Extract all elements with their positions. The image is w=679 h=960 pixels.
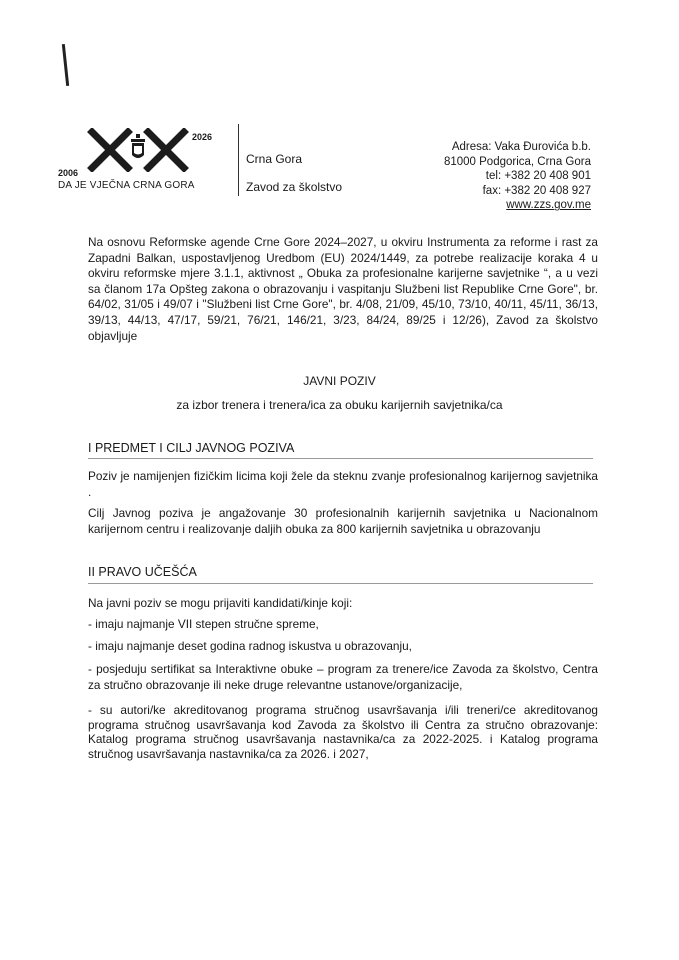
requirement-item: - imaju najmanje deset godina radnog iskustva u obrazovanju, <box>88 639 412 653</box>
intro-paragraph: Na osnovu Reformske agende Crne Gore 2024–2027, u okviru Instrumenta za reforme i rast za Zapadni Balkan, uspostavljenog Uredbom (EU) 2024/1449, za potrebe realizacije koraka 4 u okviru reformske mjere 3.1.1, aktivnost „ Obuka za profesionalne karijerne savjetnike “, a u vezi sa članom 17a Opšteg zakona o obrazovanju i vaspitanju Službeni list Republike Crne Gore", br. 64/02, 31/05 i 49/07 i "Službeni list Crne Gore", br. 4/08, 21/09, 45/10, 73/10, 40/11, 45/11, 36/13, 39/13, 44/13, 47/17, 59/21, 76/21, 146/21, 3/23, 84/24, 89/25 i 12/26), Zavod za školstvo objavljuje <box>88 235 598 343</box>
document-title: JAVNI POZIV <box>303 374 376 388</box>
requirement-item: - imaju najmanje VII stepen stručne spreme, <box>88 617 319 631</box>
xx-coat-of-arms-icon <box>86 128 190 172</box>
handwritten-mark <box>62 44 69 86</box>
org-country: Crna Gora <box>246 152 303 166</box>
address-city: 81000 Podgorica, Crna Gora <box>443 155 591 168</box>
org-institution: Zavod za školstvo <box>246 180 343 194</box>
requirement-item: - su autori/ke akreditovanog programa stručnog usavršavanja i/ili treneri/ce akreditovanog programa stručnog usavršavanja kod Zavoda za školstvo ili Centra za stručno obrazovanje: Katalog programa stručnog usavršavanja nastavnika/ca za 2022-2025. i Katalog programa stručnog usavršavanja nastavnika/ca za 2026. i 2027, <box>88 703 598 761</box>
section1-para2: Cilj Javnog poziva je angažovanje 30 profesionalnih karijernih savjetnika u Nacionalnom karijernom centru i realizovanje daljih obuka za 800 karijernih savjetnika u obrazovanju <box>88 506 598 536</box>
address-tel: tel: +382 20 408 901 <box>485 170 591 183</box>
section2-rule <box>88 583 593 584</box>
logo <box>58 128 238 194</box>
logo-year-end: 2026 <box>192 132 213 142</box>
header-divider <box>238 124 239 196</box>
section2-heading: II PRAVO UČEŠĆA <box>88 565 197 579</box>
address-street: Adresa: Vaka Đurovića b.b. <box>451 141 591 153</box>
logo-year-start: 2006 <box>58 168 79 178</box>
document-subtitle: za izbor trenera i trenera/ica za obuku karijernih savjetnika/ca <box>176 398 503 412</box>
address-web-link[interactable]: www.zzs.gov.me <box>506 199 591 212</box>
section1-rule <box>88 458 593 459</box>
requirement-item: - posjeduju sertifikat sa Interaktivne obuke – program za trenere/ice Zavoda za školstvo, Centra za stručno obrazovanje ili neke druge relevantne ustanove/organizacije, <box>88 662 598 692</box>
section1-para1: Poziv je namijenjen fizičkim licima koji žele da steknu zvanje profesionalnog karijernog savjetnika . <box>88 469 598 499</box>
address-fax: fax: +382 20 408 927 <box>482 184 591 197</box>
section2-intro: Na javni poziv se mogu prijaviti kandidati/kinje koji: <box>88 596 353 610</box>
logo-slogan: DA JE VJEČNA CRNA GORA <box>58 180 195 191</box>
address-block <box>444 140 591 213</box>
section1-heading: I PREDMET I CILJ JAVNOG POZIVA <box>88 441 295 455</box>
